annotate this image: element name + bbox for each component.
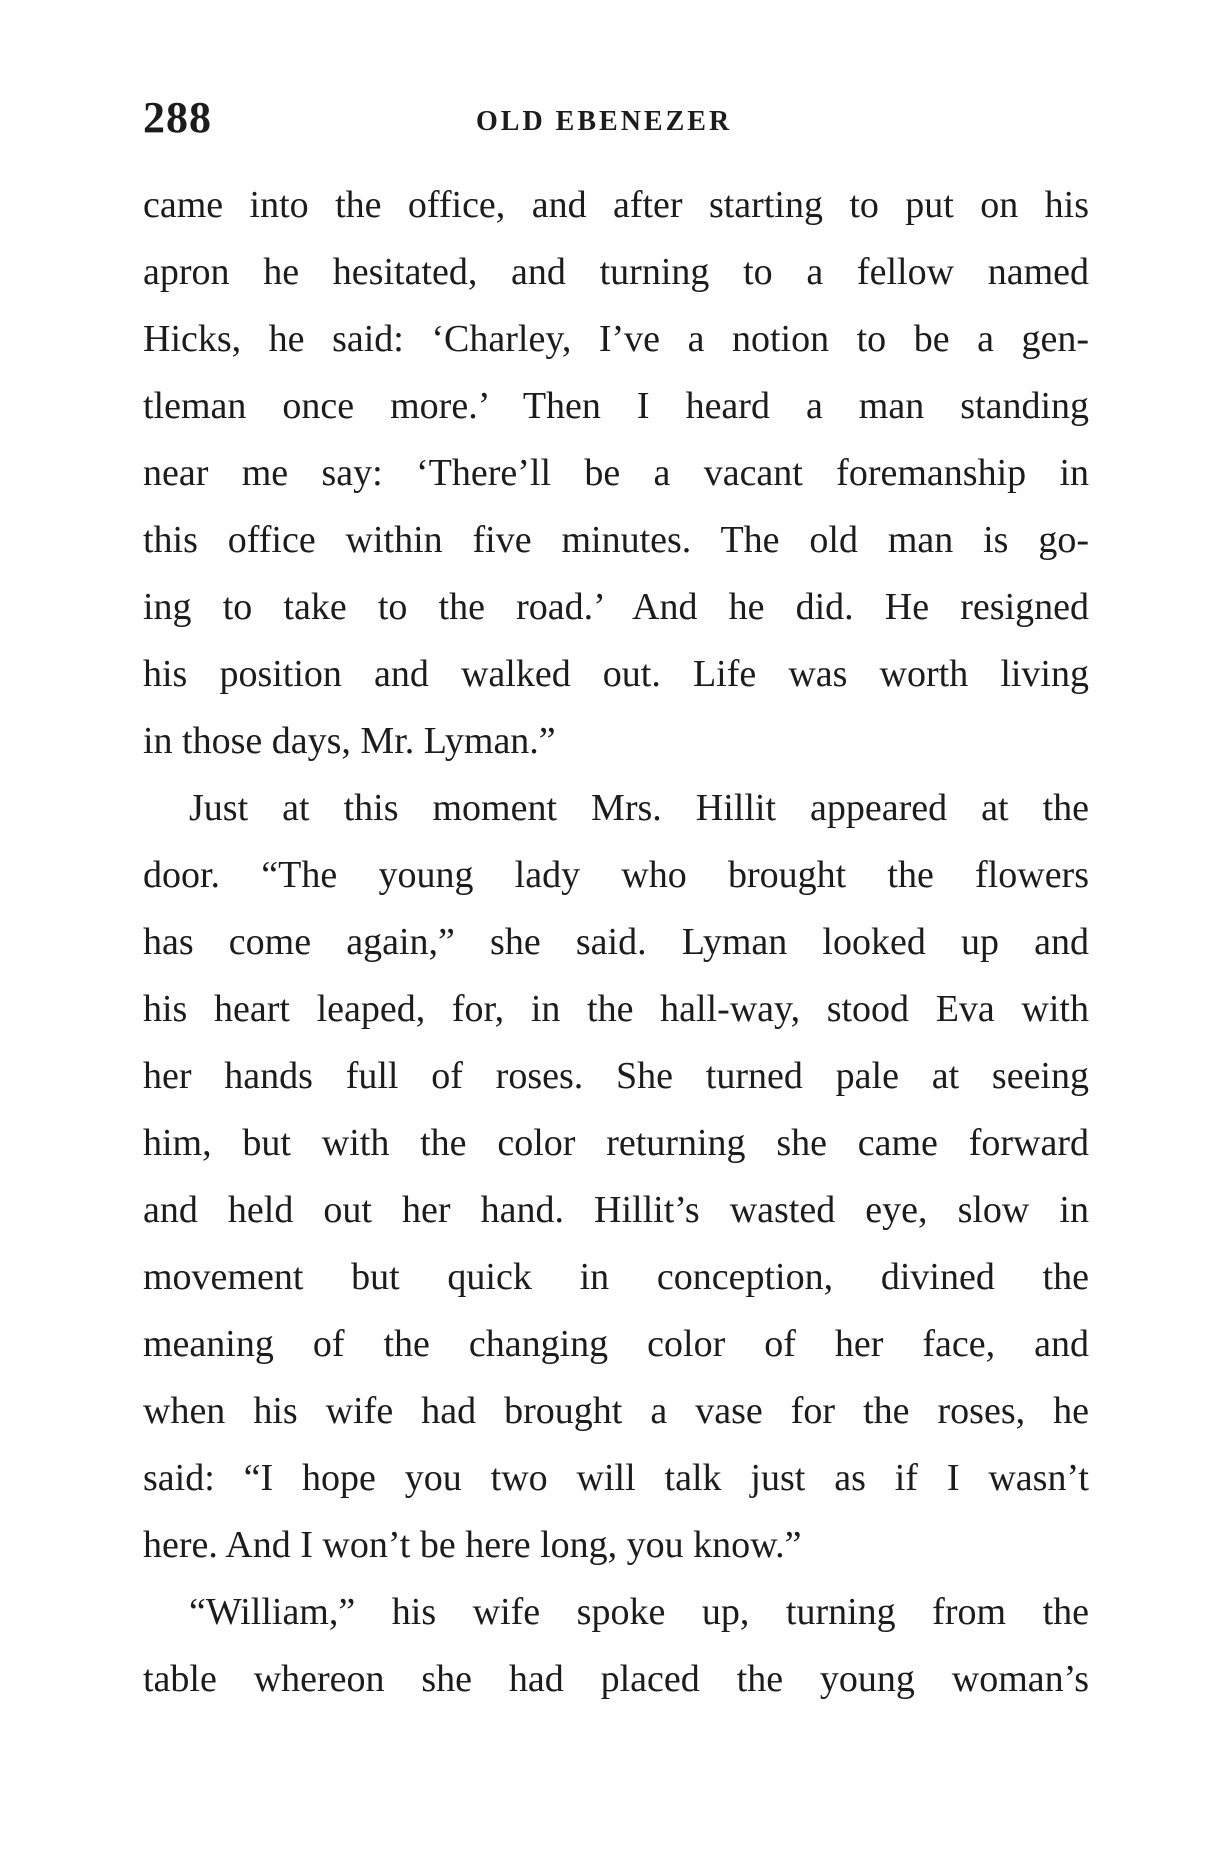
text-line: this office within five minutes. The old man is go- (143, 519, 1089, 561)
text-line: ing to take to the road.’ And he did. He resigned (143, 586, 1089, 628)
paragraph-end-line: here. And I won’t be here long, you know.” (143, 1524, 802, 1566)
text-line: him, but with the color returning she came forward (143, 1122, 1089, 1164)
paragraph-start-line: Just at this moment Mrs. Hillit appeared at the (189, 787, 1089, 829)
body-text (143, 172, 1089, 1713)
text-line: tleman once more.’ Then I heard a man standing (143, 385, 1089, 427)
text-line: near me say: ‘There’ll be a vacant foremanship in (143, 452, 1089, 494)
running-title: OLD EBENEZER (476, 106, 733, 137)
text-line: her hands full of roses. She turned pale at seeing (143, 1055, 1089, 1097)
paragraph-start-line: “William,” his wife spoke up, turning from the (189, 1591, 1089, 1633)
page-number: 288 (143, 93, 212, 142)
text-line: his position and walked out. Life was worth living (143, 653, 1089, 695)
text-line: Hicks, he said: ‘Charley, I’ve a notion to be a gen- (143, 318, 1089, 360)
running-head (143, 92, 1089, 152)
text-line: his heart leaped, for, in the hall-way, stood Eva with (143, 988, 1089, 1030)
text-line: has come again,” she said. Lyman looked up and (143, 921, 1089, 963)
text-line: apron he hesitated, and turning to a fellow named (143, 251, 1089, 293)
text-line: and held out her hand. Hillit’s wasted eye, slow in (143, 1189, 1089, 1231)
text-line: table whereon she had placed the young woman’s (143, 1658, 1089, 1700)
text-line: came into the office, and after starting to put on his (143, 184, 1089, 226)
text-line: said: “I hope you two will talk just as if I wasn’t (143, 1457, 1089, 1499)
text-line: when his wife had brought a vase for the roses, he (143, 1390, 1089, 1432)
text-line: movement but quick in conception, divined the (143, 1256, 1089, 1298)
text-line: door. “The young lady who brought the flowers (143, 854, 1089, 896)
paragraph-end-line: in those days, Mr. Lyman.” (143, 720, 556, 762)
text-line: meaning of the changing color of her face, and (143, 1323, 1089, 1365)
